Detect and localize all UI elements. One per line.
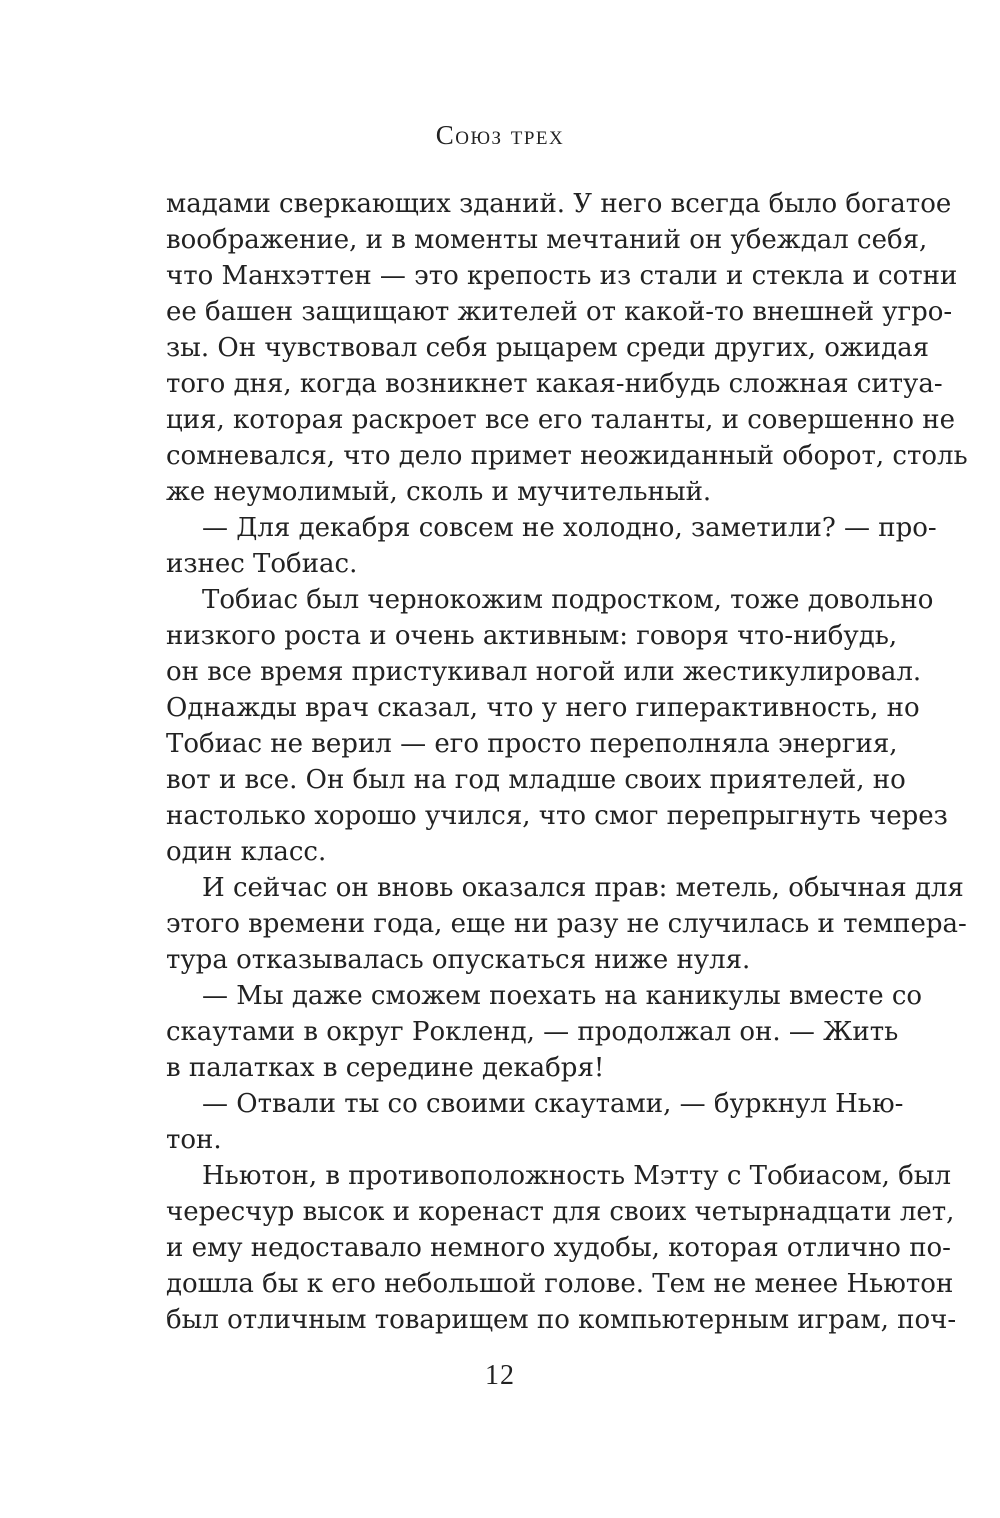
text-line: того дня, когда возникнет какая-нибудь сложная ситуа- bbox=[166, 369, 943, 399]
text-line: он все время пристукивал ногой или жестикулировал. bbox=[166, 657, 922, 687]
text-line: Тобиас не верил — его просто переполняла энергия, bbox=[166, 729, 898, 759]
text-line: в палатках в середине декабря! bbox=[166, 1053, 605, 1083]
text-line: Ньютон, в противоположность Мэтту с Тобиасом, был bbox=[202, 1161, 951, 1191]
text-line: вот и все. Он был на год младше своих приятелей, но bbox=[166, 765, 906, 795]
text-line: мадами сверкающих зданий. У него всегда было богатое bbox=[166, 189, 952, 219]
page-number: 12 bbox=[485, 1360, 515, 1391]
running-title: Союз трех bbox=[435, 120, 565, 150]
text-line: воображение, и в моменты мечтаний он убеждал себя, bbox=[166, 225, 928, 255]
text-line: Тобиас был чернокожим подростком, тоже довольно bbox=[202, 585, 934, 615]
text-line: — Мы даже сможем поехать на каникулы вместе со bbox=[202, 981, 923, 1011]
text-line: Однажды врач сказал, что у него гиперактивность, но bbox=[166, 693, 920, 723]
text-line: И сейчас он вновь оказался прав: метель, обычная для bbox=[202, 873, 964, 903]
text-line: один класс. bbox=[166, 837, 327, 867]
text-line: что Манхэттен — это крепость из стали и стекла и сотни bbox=[166, 261, 958, 291]
text-line: тон. bbox=[166, 1125, 222, 1155]
text-line: изнес Тобиас. bbox=[166, 549, 358, 579]
text-line: ее башен защищают жителей от какой-то внешней угро- bbox=[166, 297, 953, 327]
text-line: — Для декабря совсем не холодно, заметили? — про- bbox=[202, 513, 937, 543]
text-line: и ему недоставало немного худобы, которая отлично по- bbox=[166, 1233, 951, 1263]
text-line: зы. Он чувствовал себя рыцарем среди других, ожидая bbox=[166, 333, 930, 363]
text-line: тура отказывалась опускаться ниже нуля. bbox=[166, 945, 751, 975]
text-line: ция, которая раскроет все его таланты, и совершенно не bbox=[166, 405, 955, 435]
text-line: чересчур высок и коренаст для своих четырнадцати лет, bbox=[166, 1197, 955, 1227]
text-line: этого времени года, еще ни разу не случилась и темпера- bbox=[166, 909, 967, 939]
text-line: — Отвали ты со своими скаутами, — буркнул Нью- bbox=[202, 1089, 904, 1119]
body-text bbox=[166, 186, 968, 1338]
text-line: был отличным товарищем по компьютерным играм, поч- bbox=[166, 1305, 957, 1335]
text-line: настолько хорошо учился, что смог перепрыгнуть через bbox=[166, 801, 948, 831]
text-line: сомневался, что дело примет неожиданный оборот, столь bbox=[166, 441, 968, 471]
text-line: же неумолимый, сколь и мучительный. bbox=[166, 477, 712, 507]
text-line: низкого роста и очень активным: говоря что-нибудь, bbox=[166, 621, 898, 651]
text-line: дошла бы к его небольшой голове. Тем не менее Ньютон bbox=[166, 1269, 954, 1299]
text-line: скаутами в округ Рокленд, — продолжал он. — Жить bbox=[166, 1017, 899, 1047]
